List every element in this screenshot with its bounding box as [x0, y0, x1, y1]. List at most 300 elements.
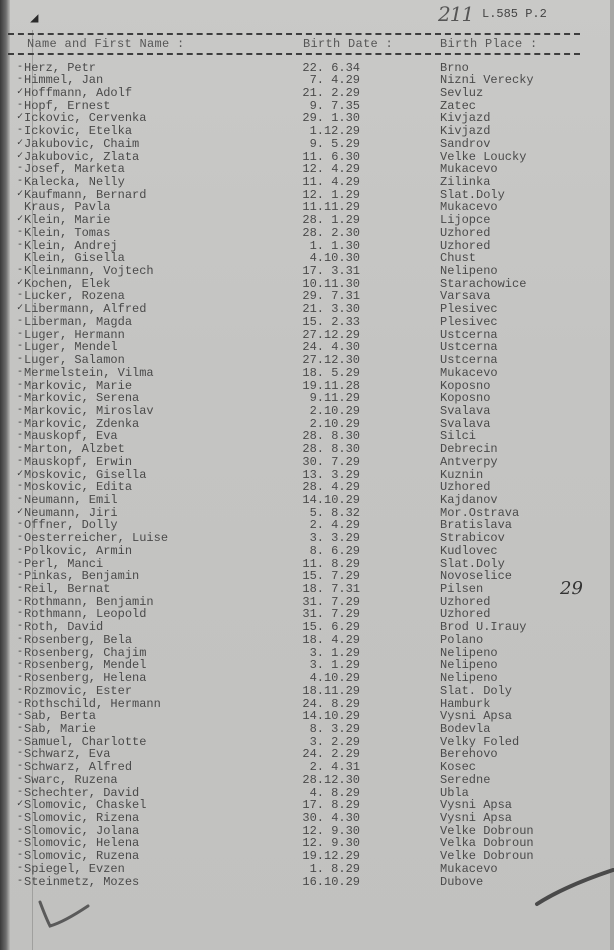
person-name: Slomovic, Chaskel — [24, 798, 147, 813]
birth-place: Ustcerna — [440, 340, 498, 355]
person-name: Josef, Marketa — [24, 162, 125, 177]
check-mark-icon: - — [17, 519, 24, 531]
check-mark-icon: ✓ — [17, 506, 24, 518]
check-mark-icon: - — [17, 710, 24, 722]
birth-date: 30. 4.30 — [302, 810, 360, 825]
birth-place: Velke Loucky — [440, 149, 527, 164]
table-row — [0, 303, 614, 315]
table-row — [0, 672, 614, 684]
check-mark-icon: - — [17, 493, 24, 505]
birth-date: 19.11.28 — [302, 378, 360, 393]
check-mark-icon: ✓ — [17, 799, 24, 811]
birth-place: Ubla — [440, 785, 469, 800]
pencil-stroke-mark — [525, 868, 614, 908]
check-mark-icon: - — [17, 74, 24, 86]
person-name: Klein, Tomas — [24, 225, 111, 240]
person-name: Marton, Alzbet — [24, 442, 125, 457]
check-mark-icon: ✓ — [17, 468, 24, 480]
check-mark-icon: ✓ — [17, 150, 24, 162]
table-row — [0, 469, 614, 481]
person-name: Rosenberg, Mendel — [24, 658, 147, 673]
birth-place: Uzhored — [440, 238, 491, 253]
person-name: Ickovic, Etelka — [24, 124, 133, 139]
person-name: Sab, Berta — [24, 709, 97, 724]
person-name: Libermann, Alfred — [24, 302, 147, 317]
birth-date: 9.11.29 — [309, 391, 360, 406]
pencil-check-mark-icon — [36, 900, 96, 930]
check-mark-icon: - — [17, 481, 24, 493]
person-name: Slomovic, Helena — [24, 836, 140, 851]
check-mark-icon: ✓ — [17, 214, 24, 226]
table-row — [0, 647, 614, 659]
person-name: Roth, David — [24, 620, 104, 635]
check-mark-icon: - — [17, 595, 24, 607]
birth-date: 2.10.29 — [309, 416, 360, 431]
birth-place: Bratislava — [440, 518, 513, 533]
person-name: Spiegel, Evzen — [24, 861, 125, 876]
birth-date: 27.12.29 — [302, 327, 360, 342]
table-row — [0, 787, 614, 799]
birth-place: Starachowice — [440, 276, 527, 291]
table-row — [0, 863, 614, 875]
birth-place: Koposno — [440, 378, 491, 393]
person-name: Schwarz, Eva — [24, 747, 111, 762]
birth-place: Nelipeno — [440, 645, 498, 660]
table-row — [0, 698, 614, 710]
table-row — [0, 825, 614, 837]
birth-date: 21. 2.29 — [302, 85, 360, 100]
birth-place: Ustcerna — [440, 327, 498, 342]
person-name: Schwarz, Alfred — [24, 760, 133, 775]
birth-date: 24. 2.29 — [302, 747, 360, 762]
person-name: Markovic, Zdenka — [24, 416, 140, 431]
table-row — [0, 812, 614, 824]
birth-place: Svalava — [440, 416, 491, 431]
birth-place: Kajdanov — [440, 492, 498, 507]
check-mark-icon: - — [17, 646, 24, 658]
birth-date: 21. 3.30 — [302, 302, 360, 317]
check-mark-icon: - — [17, 175, 24, 187]
birth-date: 13. 3.29 — [302, 467, 360, 482]
birth-place: Sevluz — [440, 85, 484, 100]
table-row — [0, 710, 614, 722]
check-mark-icon: - — [17, 862, 24, 874]
birth-date: 11.11.29 — [302, 200, 360, 215]
table-row — [0, 290, 614, 302]
person-name: Rosenberg, Bela — [24, 632, 133, 647]
table-row — [0, 494, 614, 506]
check-mark-icon: - — [17, 570, 24, 582]
check-mark-icon: - — [17, 328, 24, 340]
birth-date: 5. 8.32 — [309, 505, 360, 520]
table-row — [0, 532, 614, 544]
check-mark-icon: - — [17, 354, 24, 366]
table-row — [0, 354, 614, 366]
person-name: Hopf, Ernest — [24, 98, 111, 113]
check-mark-icon: ✓ — [17, 188, 24, 200]
table-row — [0, 163, 614, 175]
table-row — [0, 596, 614, 608]
person-name: Neumann, Emil — [24, 492, 118, 507]
birth-place: Hamburk — [440, 696, 491, 711]
table-row — [0, 112, 614, 124]
check-mark-icon: ✓ — [17, 277, 24, 289]
birth-date: 8. 6.29 — [309, 543, 360, 558]
birth-place: Nelipeno — [440, 658, 498, 673]
person-name: Mauskopf, Eva — [24, 429, 118, 444]
typed-reference: L.585 P.2 — [482, 7, 547, 21]
birth-date: 11. 8.29 — [302, 556, 360, 571]
birth-place: Velke Dobroun — [440, 823, 534, 838]
person-name: Kochen, Elek — [24, 276, 111, 291]
birth-place: Vysni Apsa — [440, 810, 513, 825]
birth-place: Chust — [440, 251, 477, 266]
birth-date: 30. 7.29 — [302, 454, 360, 469]
check-mark-icon: - — [17, 837, 24, 849]
birth-date: 15. 6.29 — [302, 620, 360, 635]
birth-date: 28. 8.30 — [302, 429, 360, 444]
birth-date: 9. 7.35 — [309, 98, 360, 113]
table-row — [0, 723, 614, 735]
check-mark-icon: - — [17, 557, 24, 569]
birth-place: Slat.Doly — [440, 556, 505, 571]
birth-date: 29. 1.30 — [302, 111, 360, 126]
table-row — [0, 201, 614, 213]
check-mark-icon: - — [17, 443, 24, 455]
table-row — [0, 443, 614, 455]
check-mark-icon: - — [17, 404, 24, 416]
birth-place: Uzhored — [440, 480, 491, 495]
person-name: Swarc, Ruzena — [24, 772, 118, 787]
table-row — [0, 380, 614, 392]
person-name: Moskovic, Edita — [24, 480, 133, 495]
table-row — [0, 876, 614, 888]
person-name: Rosenberg, Helena — [24, 671, 147, 686]
check-mark-icon: - — [17, 875, 24, 887]
birth-date: 3. 1.29 — [309, 658, 360, 673]
birth-date: 31. 7.29 — [302, 594, 360, 609]
check-mark-icon: - — [17, 163, 24, 175]
person-name: Mauskopf, Erwin — [24, 454, 133, 469]
person-name: Rosenberg, Chajim — [24, 645, 147, 660]
table-row — [0, 392, 614, 404]
birth-date: 11. 6.30 — [302, 149, 360, 164]
birth-place: Uzhored — [440, 607, 491, 622]
table-row — [0, 278, 614, 290]
check-mark-icon: - — [17, 761, 24, 773]
person-name: Markovic, Serena — [24, 391, 140, 406]
check-mark-icon: - — [17, 748, 24, 760]
birth-place: Plesivec — [440, 314, 498, 329]
check-mark-icon: - — [17, 659, 24, 671]
table-row — [0, 151, 614, 163]
birth-place: Lijopce — [440, 213, 491, 228]
person-name: Rothschild, Hermann — [24, 696, 161, 711]
birth-place: Varsava — [440, 289, 491, 304]
table-row — [0, 761, 614, 773]
table-row — [0, 507, 614, 519]
birth-date: 3. 3.29 — [309, 531, 360, 546]
person-name: Markovic, Marie — [24, 378, 133, 393]
person-name: Samuel, Charlotte — [24, 734, 147, 749]
birth-place: Brno — [440, 60, 469, 75]
check-mark-icon: - — [17, 366, 24, 378]
table-row — [0, 405, 614, 417]
check-mark-icon: - — [17, 532, 24, 544]
table-row — [0, 736, 614, 748]
check-mark-icon: - — [17, 379, 24, 391]
birth-date: 28. 1.29 — [302, 213, 360, 228]
birth-date: 4.10.30 — [309, 251, 360, 266]
table-row — [0, 685, 614, 697]
check-mark-icon: - — [17, 621, 24, 633]
table-row — [0, 837, 614, 849]
person-name: Liberman, Magda — [24, 314, 133, 329]
person-name: Slomovic, Ruzena — [24, 849, 140, 864]
person-name: Oesterreicher, Luise — [24, 531, 169, 546]
table-row — [0, 138, 614, 150]
birth-place: Novoselice — [440, 569, 513, 584]
table-row — [0, 329, 614, 341]
check-mark-icon: - — [17, 290, 24, 302]
birth-date: 12. 9.30 — [302, 823, 360, 838]
person-name: Markovic, Miroslav — [24, 403, 154, 418]
person-name: Perl, Manci — [24, 556, 104, 571]
birth-place: Seredne — [440, 772, 491, 787]
check-mark-icon: - — [17, 786, 24, 798]
birth-date: 4.10.29 — [309, 671, 360, 686]
birth-date: 4. 8.29 — [309, 785, 360, 800]
birth-place: Sandrov — [440, 136, 491, 151]
check-mark-icon: - — [17, 824, 24, 836]
check-mark-icon: ✓ — [17, 137, 24, 149]
birth-place: Uzhored — [440, 225, 491, 240]
person-name: Klein, Andrej — [24, 238, 118, 253]
birth-place: Slat. Doly — [440, 683, 513, 698]
table-row — [0, 125, 614, 137]
person-name: Luger, Mendel — [24, 340, 118, 355]
table-row — [0, 265, 614, 277]
table-row — [0, 558, 614, 570]
birth-place: Kivjazd — [440, 124, 491, 139]
table-row — [0, 240, 614, 252]
table-row — [0, 621, 614, 633]
birth-date: 18. 5.29 — [302, 365, 360, 380]
person-name: Klein, Marie — [24, 213, 111, 228]
table-row — [0, 100, 614, 112]
header-rule-bottom — [8, 53, 580, 55]
birth-place: Kivjazd — [440, 111, 491, 126]
birth-date: 31. 7.29 — [302, 607, 360, 622]
birth-place: Kuznin — [440, 467, 484, 482]
person-name: Schechter, David — [24, 785, 140, 800]
check-mark-icon: - — [17, 417, 24, 429]
birth-date: 28.12.30 — [302, 772, 360, 787]
table-row — [0, 367, 614, 379]
birth-place: Polano — [440, 632, 484, 647]
person-name: Hoffmann, Adolf — [24, 85, 133, 100]
table-row — [0, 659, 614, 671]
person-name: Pinkas, Benjamin — [24, 569, 140, 584]
person-name: Polkovic, Armin — [24, 543, 133, 558]
birth-place: Berehovo — [440, 747, 498, 762]
birth-date: 1. 1.30 — [309, 238, 360, 253]
check-mark-icon: - — [17, 315, 24, 327]
table-row — [0, 74, 614, 86]
check-mark-icon: ✓ — [17, 86, 24, 98]
table-row — [0, 519, 614, 531]
birth-date: 2.10.29 — [309, 403, 360, 418]
person-name: Kleinmann, Vojtech — [24, 264, 154, 279]
handwritten-side-number: 29 — [560, 578, 583, 599]
check-mark-icon: ✓ — [17, 303, 24, 315]
person-name: Offner, Dolly — [24, 518, 118, 533]
birth-date: 17. 3.31 — [302, 264, 360, 279]
person-name: Himmel, Jan — [24, 73, 104, 88]
birth-date: 12. 1.29 — [302, 187, 360, 202]
person-name: Mermelstein, Vilma — [24, 365, 154, 380]
birth-date: 12. 9.30 — [302, 836, 360, 851]
person-name: Steinmetz, Mozes — [24, 874, 140, 889]
birth-date: 14.10.29 — [302, 709, 360, 724]
birth-place: Mukacevo — [440, 365, 498, 380]
table-row — [0, 341, 614, 353]
birth-date: 18. 7.31 — [302, 582, 360, 597]
check-mark-icon: - — [17, 697, 24, 709]
birth-place: Velky Foled — [440, 734, 520, 749]
birth-place: Vysni Apsa — [440, 798, 513, 813]
column-header-birth-date: Birth Date : — [303, 37, 394, 51]
table-row — [0, 456, 614, 468]
table-row — [0, 214, 614, 226]
birth-date: 8. 3.29 — [309, 721, 360, 736]
column-header-name: Name and First Name : — [27, 37, 185, 51]
person-name: Slomovic, Rizena — [24, 810, 140, 825]
birth-date: 2. 4.31 — [309, 760, 360, 775]
person-name: Sab, Marie — [24, 721, 97, 736]
check-mark-icon: - — [17, 392, 24, 404]
birth-date: 28. 4.29 — [302, 480, 360, 495]
birth-date: 24. 8.29 — [302, 696, 360, 711]
person-name: Reil, Bernat — [24, 582, 111, 597]
birth-place: Ustcerna — [440, 353, 498, 368]
person-name: Rothmann, Benjamin — [24, 594, 154, 609]
check-mark-icon: ✓ — [17, 112, 24, 124]
birth-place: Koposno — [440, 391, 491, 406]
check-mark-icon: - — [17, 226, 24, 238]
birth-place: Nelipeno — [440, 264, 498, 279]
check-mark-icon: - — [17, 633, 24, 645]
table-row — [0, 176, 614, 188]
birth-date: 24. 4.30 — [302, 340, 360, 355]
birth-date: 3. 1.29 — [309, 645, 360, 660]
table-row — [0, 608, 614, 620]
person-name: Ickovic, Cervenka — [24, 111, 147, 126]
check-mark-icon: - — [17, 735, 24, 747]
birth-date: 14.10.29 — [302, 492, 360, 507]
table-row — [0, 316, 614, 328]
check-mark-icon: - — [17, 672, 24, 684]
birth-date: 12. 4.29 — [302, 162, 360, 177]
table-row — [0, 252, 614, 264]
table-row — [0, 430, 614, 442]
person-name: Luger, Hermann — [24, 327, 125, 342]
birth-date: 18.11.29 — [302, 683, 360, 698]
birth-date: 10.11.30 — [302, 276, 360, 291]
check-mark-icon: - — [17, 544, 24, 556]
check-mark-icon: - — [17, 608, 24, 620]
birth-place: Kosec — [440, 760, 477, 775]
table-row — [0, 481, 614, 493]
birth-date: 22. 6.34 — [302, 60, 360, 75]
check-mark-icon: - — [17, 430, 24, 442]
check-mark-icon: - — [17, 61, 24, 73]
table-row — [0, 634, 614, 646]
person-name: Rozmovic, Ester — [24, 683, 133, 698]
table-row — [0, 583, 614, 595]
table-row — [0, 570, 614, 582]
birth-place: Mukacevo — [440, 162, 498, 177]
birth-place: Debrecin — [440, 442, 498, 457]
corner-mark-icon: ◢ — [30, 11, 39, 27]
check-mark-icon: - — [17, 722, 24, 734]
birth-place: Plesivec — [440, 302, 498, 317]
birth-place: Kudlovec — [440, 543, 498, 558]
handwritten-reference-number: 211 — [438, 2, 474, 26]
birth-date: 2. 4.29 — [309, 518, 360, 533]
table-row — [0, 62, 614, 74]
table-row — [0, 418, 614, 430]
birth-place: Nelipeno — [440, 671, 498, 686]
birth-date: 1.12.29 — [309, 124, 360, 139]
table-row — [0, 189, 614, 201]
check-mark-icon: - — [17, 239, 24, 251]
birth-place: Velka Dobroun — [440, 836, 534, 851]
birth-date: 9. 5.29 — [309, 136, 360, 151]
birth-date: 16.10.29 — [302, 874, 360, 889]
person-name: Jakubovic, Chaim — [24, 136, 140, 151]
person-name: Luger, Salamon — [24, 353, 125, 368]
birth-place: Svalava — [440, 403, 491, 418]
person-name: Rothmann, Leopold — [24, 607, 147, 622]
birth-place: Brod U.Irauy — [440, 620, 527, 635]
person-name: Lucker, Rozena — [24, 289, 125, 304]
birth-date: 27.12.30 — [302, 353, 360, 368]
table-row — [0, 774, 614, 786]
birth-date: 29. 7.31 — [302, 289, 360, 304]
check-mark-icon: - — [17, 455, 24, 467]
table-row — [0, 850, 614, 862]
birth-place: Mor.Ostrava — [440, 505, 520, 520]
person-name: Slomovic, Jolana — [24, 823, 140, 838]
table-row — [0, 87, 614, 99]
check-mark-icon: - — [17, 341, 24, 353]
check-mark-icon: - — [17, 773, 24, 785]
birth-place: Vysni Apsa — [440, 709, 513, 724]
person-name: Kraus, Pavla — [24, 200, 111, 215]
birth-date: 17. 8.29 — [302, 798, 360, 813]
table-row — [0, 748, 614, 760]
birth-date: 15. 2.33 — [302, 314, 360, 329]
person-name: Neumann, Jiri — [24, 505, 118, 520]
birth-place: Zatec — [440, 98, 477, 113]
column-header-birth-place: Birth Place : — [440, 37, 538, 51]
person-name: Jakubovic, Zlata — [24, 149, 140, 164]
check-mark-icon: - — [17, 811, 24, 823]
birth-place: Silci — [440, 429, 477, 444]
birth-date: 15. 7.29 — [302, 569, 360, 584]
birth-date: 28. 8.30 — [302, 442, 360, 457]
